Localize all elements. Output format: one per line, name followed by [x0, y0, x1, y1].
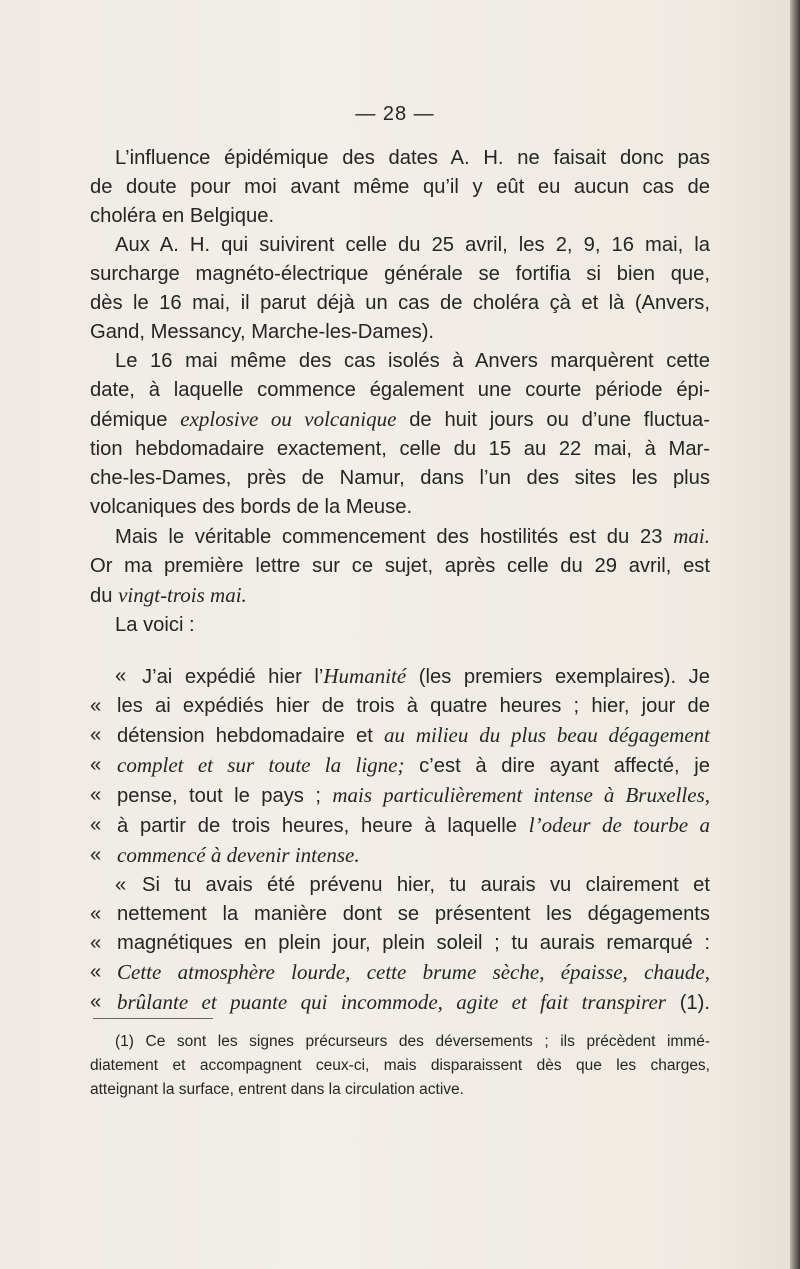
page-edge-shadow — [790, 0, 800, 1269]
text-line: che-les-Dames, près de Namur, dans l’un des sites les plus — [90, 467, 710, 489]
emphasis: l’odeur de tourbe a — [528, 813, 710, 837]
quote-mark: « — [90, 784, 102, 806]
quote-line — [90, 958, 710, 988]
emphasis: vingt-trois mai. — [118, 583, 247, 607]
text-line: volcaniques des bords de la Meuse. — [90, 496, 413, 518]
emphasis: Cette atmosphère lourde, cette brume sèche, épaisse, chaude, — [117, 960, 710, 984]
quote-mark: « — [90, 695, 102, 717]
quote-mark: « — [90, 724, 102, 746]
paragraph-2 — [90, 231, 710, 347]
text-line: La voici : — [115, 614, 195, 636]
text-line: choléra en Belgique. — [90, 205, 275, 227]
emphasis: Humanité — [323, 664, 407, 688]
quote-line — [90, 841, 710, 871]
emphasis: brûlante et puante qui incommode, agite et fait transpirer — [117, 990, 666, 1014]
quote-paragraph-1 — [90, 662, 710, 871]
text-line: Or ma première lettre sur ce sujet, après celle du 29 avril, est — [90, 555, 710, 577]
quote-mark: « — [115, 665, 127, 687]
quote-line: « détension hebdomadaire et au milieu du plus beau dégagement — [90, 721, 710, 751]
text-line: du vingt-trois mai. — [90, 583, 247, 607]
text-line: Aux A. H. qui suivirent celle du 25 avril, les 2, 9, 16 mai, la — [115, 234, 710, 256]
main-text — [90, 144, 710, 1018]
quote-mark: « — [90, 991, 102, 1013]
footnote-line: (1) Ce sont les signes précurseurs des déversements ; ils précèdent immé- — [115, 1033, 710, 1050]
quote-mark: « — [90, 844, 102, 866]
paragraph-4 — [90, 522, 710, 640]
text-line: Gand, Messancy, Marche-les-Dames). — [90, 321, 435, 343]
text-line: Mais le véritable commencement des hostilités est du 23 mai. — [115, 524, 710, 548]
quote-line: « Si tu avais été prévenu hier, tu aurais vu clairement et — [90, 871, 710, 900]
quote-mark: « — [115, 874, 127, 896]
quote-line: « complet et sur toute la ligne; c’est à dire ayant affecté, je — [90, 751, 710, 781]
paragraph-1 — [90, 144, 710, 231]
footnote-text — [90, 1016, 710, 1102]
emphasis: au milieu du plus beau dégagement — [384, 723, 710, 747]
quote-mark: « — [90, 932, 102, 954]
quote-line: « nettement la manière dont se présentent les dégagements — [90, 900, 710, 929]
text-line: Le 16 mai même des cas isolés à Anvers marquèrent cette — [115, 350, 710, 372]
quote-mark: « — [90, 961, 102, 983]
emphasis: explosive ou volcanique — [180, 407, 397, 431]
paragraph-3 — [90, 347, 710, 522]
quote-mark: « — [90, 754, 102, 776]
text-line: dès le 16 mai, il parut déjà un cas de choléra çà et là (Anvers, — [90, 292, 710, 314]
text-line: date, à laquelle commence également une courte période épi- — [90, 379, 710, 401]
spacer — [90, 640, 710, 662]
page-number: — 28 — — [355, 103, 435, 125]
footnote — [90, 1016, 710, 1102]
quote-line: « pense, tout le pays ; mais particulièrement intense à Bruxelles, — [90, 781, 710, 811]
text-line: tion hebdomadaire exactement, celle du 15 au 22 mai, à Mar- — [90, 438, 710, 460]
emphasis: mais particulièrement intense à Bruxelles, — [332, 783, 710, 807]
text-line: L’influence épidémique des dates A. H. ne faisait donc pas — [115, 147, 710, 169]
quote-mark: « — [90, 903, 102, 925]
text-line: démique explosive ou volcanique de huit jours ou d’une fluctua- — [90, 407, 710, 431]
emphasis: mai. — [673, 524, 710, 548]
quote-line: « brûlante et puante qui incommode, agite et fait transpirer (1). — [90, 988, 710, 1018]
footnote-line: atteignant la surface, entrent dans la circulation active. — [90, 1081, 464, 1098]
quote-line: « magnétiques en plein jour, plein soleil ; tu aurais remarqué : — [90, 929, 710, 958]
text-line: de doute pour moi avant même qu’il y eût eu aucun cas de — [90, 176, 710, 198]
emphasis: complet et sur toute la ligne; — [117, 753, 405, 777]
quote-line: « J’ai expédié hier l’Humanité (les premiers exemplaires). Je — [90, 662, 710, 692]
quote-line: « à partir de trois heures, heure à laquelle l’odeur de tourbe a — [90, 811, 710, 841]
quote-line: « les ai expédiés hier de trois à quatre heures ; hier, jour de — [90, 692, 710, 721]
quote-paragraph-2 — [90, 871, 710, 1018]
emphasis: commencé à devenir intense. — [117, 843, 360, 867]
text-line: surcharge magnéto-électrique générale se fortifia si bien que, — [90, 263, 710, 285]
quote-mark: « — [90, 814, 102, 836]
footnote-line: diatement et accompagnent ceux-ci, mais disparaissent dès que les charges, — [90, 1057, 710, 1074]
